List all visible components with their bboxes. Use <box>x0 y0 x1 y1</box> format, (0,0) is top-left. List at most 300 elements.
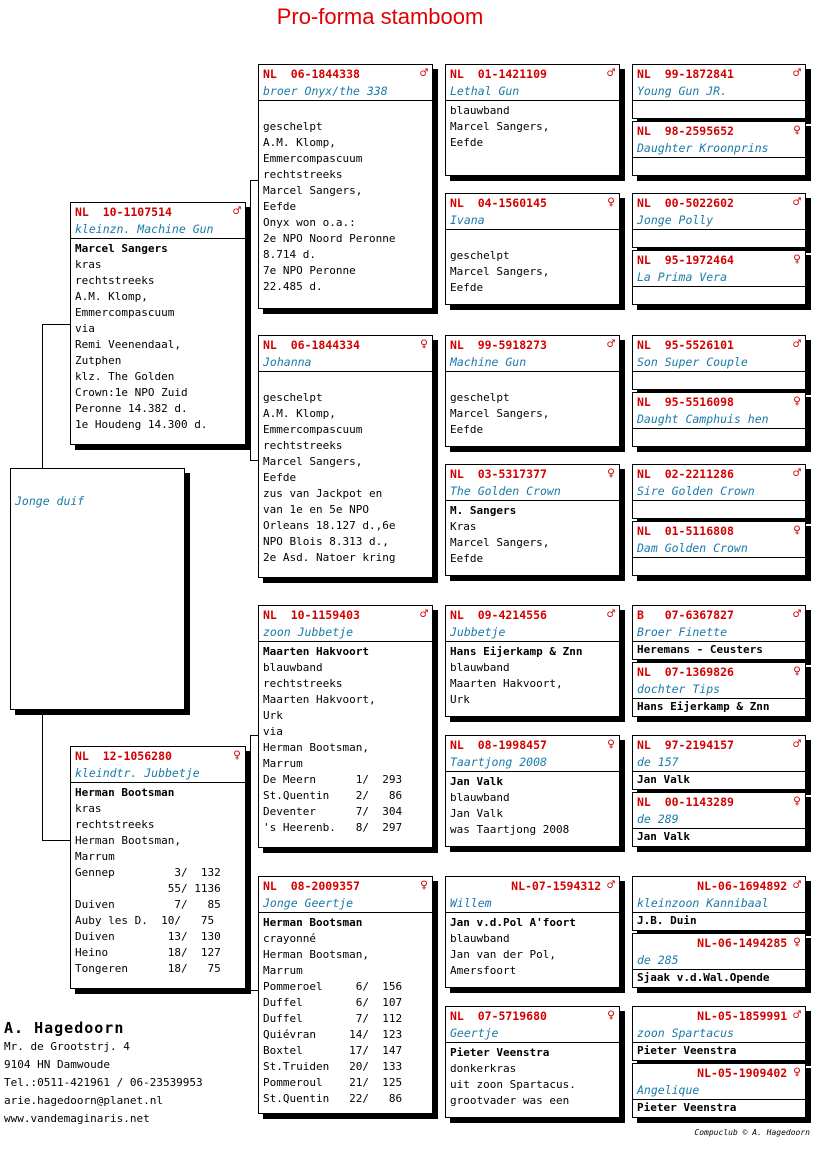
info-line: Boxtel 17/ 147 <box>263 1044 403 1057</box>
connector-line <box>42 324 43 468</box>
pigeon-info <box>259 101 432 295</box>
info-line: crayonné <box>263 932 316 945</box>
info-line: Deventer 7/ 304 <box>263 805 403 818</box>
female-icon: ♀ <box>793 1064 801 1080</box>
pigeon-name: kleinzoon Kannibaal <box>637 896 769 910</box>
info-line: St.Quentin 2/ 86 <box>263 789 403 802</box>
info-line: Marcel Sangers, <box>263 184 363 197</box>
pigeon-info <box>71 239 245 433</box>
divider <box>633 157 805 158</box>
info-line: Zutphen <box>75 354 122 367</box>
info-line: Eefde <box>450 423 484 436</box>
ring-number <box>259 606 432 623</box>
connector-line <box>42 840 70 841</box>
male-icon: ♂ <box>793 606 801 622</box>
divider <box>633 500 805 501</box>
pigeon-name: Jonge duif <box>15 494 85 508</box>
info-line <box>450 374 615 390</box>
pigeon-name: Johanna <box>263 355 312 369</box>
info-line: Heremans - Ceusters <box>637 643 763 656</box>
pigeon-name: Jonge Polly <box>637 213 714 227</box>
ring-text: NL 10-1107514 <box>75 204 172 219</box>
connector-line <box>250 735 251 870</box>
ring-text: NL 10-1159403 <box>263 607 360 622</box>
info-line: 22.485 d. <box>263 280 323 293</box>
ring-text: NL 06-1844334 <box>263 337 360 352</box>
info-line: Quiévran 14/ 123 <box>263 1028 403 1041</box>
info-line: Eefde <box>450 552 484 565</box>
info-line: Marcel Sangers, <box>450 120 550 133</box>
pigeon-info <box>633 829 805 845</box>
pigeon-card-g6 <box>632 392 806 447</box>
pigeon-info <box>259 913 432 1107</box>
info-line: Remi Veenendaal, <box>75 338 181 351</box>
pigeon-name: Willem <box>450 896 492 910</box>
info-line: Peronne 14.382 d. <box>75 402 188 415</box>
pigeon-info <box>446 501 619 567</box>
pigeon-name: La Prima Vera <box>637 270 728 284</box>
info-line: Emmercompascuum <box>75 306 175 319</box>
female-icon: ♀ <box>607 736 615 752</box>
ring-text: NL 12-1056280 <box>75 748 172 763</box>
ring-text: NL 95-1972464 <box>637 252 734 267</box>
pigeon-name: Lethal Gun <box>450 84 520 98</box>
connector-line <box>250 180 258 181</box>
ring-text: NL 02-2211286 <box>637 466 734 481</box>
pigeon-name: kleinzn. Machine Gun <box>75 222 214 236</box>
pigeon-info <box>259 642 432 836</box>
ring-text: NL 00-5022602 <box>637 195 734 210</box>
divider <box>633 286 805 287</box>
owner-address: Mr. de Grootstrj. 4 <box>4 1040 130 1053</box>
info-line: Onyx won o.a.: <box>263 216 356 229</box>
info-line: via <box>263 725 283 738</box>
info-line: via <box>75 322 95 335</box>
owner-block <box>4 1018 203 1128</box>
info-line: Urk <box>263 709 283 722</box>
ring-text: NL 06-1844338 <box>263 66 360 81</box>
pigeon-card-g15 <box>632 1006 806 1061</box>
female-icon: ♀ <box>607 465 615 481</box>
info-line: blauwband <box>450 932 510 945</box>
pigeon-info <box>633 913 805 929</box>
ring-number <box>633 663 805 680</box>
ring-text: NL 99-1872841 <box>637 66 734 81</box>
info-line: blauwband <box>263 661 323 674</box>
ring-text: NL 08-1998457 <box>450 737 547 752</box>
ring-number <box>446 736 619 753</box>
ring-number <box>633 1064 805 1081</box>
male-icon: ♂ <box>793 736 801 752</box>
info-line: Pieter Veenstra <box>637 1044 737 1057</box>
female-icon: ♀ <box>793 522 801 538</box>
info-line: Marcel Sangers <box>75 242 168 255</box>
pigeon-card-g2 <box>632 121 806 176</box>
info-line: Herman Bootsman, <box>75 834 181 847</box>
info-line: Urk <box>450 693 470 706</box>
ring-number <box>633 736 805 753</box>
female-icon: ♀ <box>793 663 801 679</box>
pigeon-card-mmf <box>445 876 620 988</box>
pigeon-card-ff <box>258 64 433 309</box>
info-line: A.M. Klomp, <box>75 290 148 303</box>
pigeon-card-mother <box>70 746 246 989</box>
pigeon-card-fff <box>445 64 620 176</box>
info-line: Marrum <box>263 757 303 770</box>
pigeon-name: Son Super Couple <box>637 355 748 369</box>
info-line: Eefde <box>450 281 484 294</box>
connector-line <box>250 460 258 461</box>
ring-text: NL 01-1421109 <box>450 66 547 81</box>
info-line: zus van Jackpot en <box>263 487 383 500</box>
pigeon-info <box>446 230 619 296</box>
ring-text: NL 00-1143289 <box>637 794 734 809</box>
pigeon-name: Angelique <box>637 1083 700 1097</box>
male-icon: ♂ <box>793 1007 801 1023</box>
ring-number <box>633 934 805 951</box>
info-line: Duffel 6/ 107 <box>263 996 403 1009</box>
pigeon-name: The Golden Crown <box>450 484 561 498</box>
info-line: Maarten Hakvoort, <box>450 677 563 690</box>
info-line: Tongeren 18/ 75 <box>75 962 221 975</box>
ring-number <box>259 336 432 353</box>
ring-number <box>446 65 619 82</box>
info-line: Eefde <box>263 200 297 213</box>
ring-number <box>446 1007 619 1024</box>
connector-line <box>42 710 43 840</box>
connector-line <box>250 870 251 990</box>
info-line <box>450 232 615 248</box>
ring-text: NL-06-1494285 <box>697 935 788 950</box>
male-icon: ♂ <box>233 203 241 219</box>
info-line: Pommeroul 21/ 125 <box>263 1076 403 1089</box>
info-line: 2e NPO Noord Peronne <box>263 232 396 245</box>
info-line: 2e Asd. Natoer kring <box>263 551 396 564</box>
info-line: St.Truiden 20/ 133 <box>263 1060 403 1073</box>
ring-number <box>633 465 805 482</box>
female-icon: ♀ <box>793 793 801 809</box>
info-line: kras <box>75 802 102 815</box>
info-line: kras <box>75 258 102 271</box>
ring-number <box>259 877 432 894</box>
info-line: Amersfoort <box>450 964 517 977</box>
pigeon-info <box>633 772 805 788</box>
ring-number <box>633 522 805 539</box>
ring-text: NL 97-2194157 <box>637 737 734 752</box>
ring-number <box>71 747 245 764</box>
info-line: rechtstreeks <box>263 439 343 452</box>
male-icon: ♂ <box>420 65 428 81</box>
info-line: Pieter Veenstra <box>450 1046 550 1059</box>
info-line: Eefde <box>263 471 297 484</box>
info-line: De Meern 1/ 293 <box>263 773 403 786</box>
divider <box>633 100 805 101</box>
connector-line <box>250 330 251 460</box>
pigeon-card-fmf <box>445 335 620 447</box>
info-line: Heino 18/ 127 <box>75 946 221 959</box>
pigeon-card-g16 <box>632 1063 806 1118</box>
info-line: Duiven 7/ 85 <box>75 898 221 911</box>
info-line: 55/ 1136 <box>75 882 221 895</box>
pigeon-info <box>446 642 619 708</box>
footer-credit: Compuclub © A. Hagedoorn <box>694 1128 810 1137</box>
male-icon: ♂ <box>607 877 615 893</box>
pigeon-card-mff <box>445 605 620 717</box>
page-title: Pro-forma stamboom <box>276 4 484 29</box>
ring-number <box>633 251 805 268</box>
ring-text: NL 99-5918273 <box>450 337 547 352</box>
owner-postal: 9104 HN Damwoude <box>4 1058 110 1071</box>
info-line: Pieter Veenstra <box>637 1101 737 1114</box>
pigeon-card-g1 <box>632 64 806 119</box>
info-line: Duiven 13/ 130 <box>75 930 221 943</box>
pigeon-card-g4 <box>632 250 806 305</box>
ring-number <box>633 393 805 410</box>
ring-text: NL 98-2595652 <box>637 123 734 138</box>
pigeon-name: de 285 <box>637 953 679 967</box>
info-line: Herman Bootsman <box>75 786 175 799</box>
male-icon: ♂ <box>793 194 801 210</box>
ring-text: NL 08-2009357 <box>263 878 360 893</box>
info-line: Kras <box>450 520 477 533</box>
info-line: Herman Bootsman, <box>263 741 369 754</box>
info-line: geschelpt <box>263 120 323 133</box>
female-icon: ♀ <box>793 251 801 267</box>
pigeon-card-root <box>10 468 185 710</box>
divider <box>633 428 805 429</box>
pigeon-card-g7 <box>632 464 806 519</box>
owner-email: arie.hagedoorn@planet.nl <box>4 1094 163 1107</box>
female-icon: ♀ <box>793 934 801 950</box>
info-line: rechtstreeks <box>75 818 155 831</box>
pigeon-card-ffm <box>445 193 620 305</box>
pigeon-name: Dam Golden Crown <box>637 541 748 555</box>
info-line: Herman Bootsman, <box>263 948 369 961</box>
pigeon-info <box>446 913 619 979</box>
pigeon-info <box>446 372 619 438</box>
info-line <box>263 103 428 119</box>
info-line: Herman Bootsman <box>263 916 363 929</box>
pigeon-card-mm <box>258 876 433 1114</box>
info-line: NPO Blois 8.313 d., <box>263 535 389 548</box>
pigeon-info <box>633 699 805 715</box>
info-line <box>263 374 428 390</box>
divider <box>633 371 805 372</box>
pigeon-card-g11 <box>632 735 806 790</box>
info-line: donkerkras <box>450 1062 517 1075</box>
female-icon: ♀ <box>420 877 428 893</box>
info-line: Maarten Hakvoort, <box>263 693 376 706</box>
pigeon-info <box>446 101 619 151</box>
info-line: van 1e en 5e NPO <box>263 503 369 516</box>
info-line: klz. The Golden <box>75 370 175 383</box>
info-line: Hans Eijerkamp & Znn <box>450 645 583 658</box>
pigeon-card-fmm <box>445 464 620 576</box>
ring-number <box>259 65 432 82</box>
ring-number <box>446 336 619 353</box>
owner-name: A. Hagedoorn <box>4 1019 125 1037</box>
pigeon-name: zoon Jubbetje <box>263 625 354 639</box>
ring-text: NL 07-1369826 <box>637 664 734 679</box>
pigeon-name: Daughter Kroonprins <box>637 141 769 155</box>
info-line: A.M. Klomp, <box>263 407 336 420</box>
info-line: Duffel 7/ 112 <box>263 1012 403 1025</box>
pigeon-card-g9 <box>632 605 806 660</box>
divider <box>633 557 805 558</box>
info-line: Emmercompascuum <box>263 152 363 165</box>
ring-text: NL 01-5116808 <box>637 523 734 538</box>
male-icon: ♂ <box>793 336 801 352</box>
ring-text: NL 07-5719680 <box>450 1008 547 1023</box>
ring-number <box>633 122 805 139</box>
info-line: geschelpt <box>263 391 323 404</box>
info-line: 's Heerenb. 8/ 297 <box>263 821 403 834</box>
male-icon: ♂ <box>607 65 615 81</box>
ring-text: NL 09-4214556 <box>450 607 547 622</box>
connector-line <box>250 180 251 330</box>
female-icon: ♀ <box>793 393 801 409</box>
pigeon-card-g14 <box>632 933 806 988</box>
info-line: Marcel Sangers, <box>263 455 363 468</box>
pigeon-info <box>633 642 805 658</box>
pigeon-info <box>259 372 432 566</box>
pigeon-name: Ivana <box>450 213 485 227</box>
ring-text: NL 03-5317377 <box>450 466 547 481</box>
pigeon-name: broer Onyx/the 338 <box>263 84 388 98</box>
info-line: M. Sangers <box>450 504 517 517</box>
connector-line <box>42 324 70 325</box>
female-icon: ♀ <box>607 1007 615 1023</box>
info-line: geschelpt <box>450 391 510 404</box>
info-line: blauwband <box>450 791 510 804</box>
ring-number <box>633 606 805 623</box>
info-line: St.Quentin 22/ 86 <box>263 1092 403 1105</box>
pigeon-card-g5 <box>632 335 806 390</box>
info-line: Pommeroel 6/ 156 <box>263 980 403 993</box>
pigeon-name: Daught Camphuis hen <box>637 412 769 426</box>
pigeon-name: Taartjong 2008 <box>450 755 547 769</box>
ring-number <box>633 65 805 82</box>
pigeon-name: de 289 <box>637 812 679 826</box>
info-line: A.M. Klomp, <box>263 136 336 149</box>
male-icon: ♂ <box>420 606 428 622</box>
pigeon-card-g12 <box>632 792 806 847</box>
info-line: blauwband <box>450 104 510 117</box>
female-icon: ♀ <box>793 122 801 138</box>
info-line: rechtstreeks <box>263 168 343 181</box>
info-line: Eefde <box>450 136 484 149</box>
pigeon-info <box>446 1043 619 1109</box>
pigeon-name: Jubbetje <box>450 625 506 639</box>
owner-phone: Tel.:0511-421961 / 06-23539953 <box>4 1076 203 1089</box>
pigeon-name: Jonge Geertje <box>263 896 354 910</box>
ring-text: NL-07-1594312 <box>511 878 602 893</box>
pigeon-card-father <box>70 202 246 445</box>
pigeon-card-g3 <box>632 193 806 248</box>
pigeon-name: dochter Tips <box>637 682 721 696</box>
male-icon: ♂ <box>607 606 615 622</box>
info-line: 1e Houdeng 14.300 d. <box>75 418 208 431</box>
info-line: Marrum <box>263 964 303 977</box>
ring-text: NL 95-5516098 <box>637 394 734 409</box>
ring-text: B 07-6367827 <box>637 607 734 622</box>
info-line: 7e NPO Peronne <box>263 264 356 277</box>
pigeon-card-fm <box>258 335 433 578</box>
pigeon-info <box>633 970 805 986</box>
info-line: Maarten Hakvoort <box>263 645 369 658</box>
connector-line <box>250 990 258 991</box>
pigeon-card-g10 <box>632 662 806 717</box>
pigeon-info <box>633 1043 805 1059</box>
ring-number <box>446 606 619 623</box>
male-icon: ♂ <box>793 465 801 481</box>
ring-number <box>446 465 619 482</box>
pigeon-name: de 157 <box>637 755 679 769</box>
pigeon-card-mfm <box>445 735 620 847</box>
info-line: was Taartjong 2008 <box>450 823 570 836</box>
info-line: J.B. Duin <box>637 914 697 927</box>
info-line: Jan Valk <box>450 775 503 788</box>
pigeon-name: Broer Finette <box>637 625 728 639</box>
ring-number <box>446 877 619 894</box>
ring-text: NL 95-5526101 <box>637 337 734 352</box>
info-line: Jan Valk <box>637 773 690 786</box>
ring-number <box>633 1007 805 1024</box>
ring-number <box>633 336 805 353</box>
ring-number <box>633 194 805 211</box>
info-line: grootvader was een <box>450 1094 570 1107</box>
ring-number <box>633 877 805 894</box>
info-line: Gennep 3/ 132 <box>75 866 221 879</box>
ring-number <box>633 793 805 810</box>
info-line: Jan van der Pol, <box>450 948 556 961</box>
ring-text: NL-06-1694892 <box>697 878 788 893</box>
pigeon-name: Machine Gun <box>450 355 527 369</box>
male-icon: ♂ <box>793 65 801 81</box>
male-icon: ♂ <box>607 336 615 352</box>
info-line: rechtstreeks <box>263 677 343 690</box>
info-line: Jan Valk <box>637 830 690 843</box>
info-line: Orleans 18.127 d.,6e <box>263 519 396 532</box>
pigeon-name: Geertje <box>450 1026 499 1040</box>
owner-website: www.vandemaginaris.net <box>4 1112 150 1125</box>
info-line: Jan Valk <box>450 807 503 820</box>
info-line: Hans Eijerkamp & Znn <box>637 700 770 713</box>
info-line: Marcel Sangers, <box>450 407 550 420</box>
pigeon-info <box>446 772 619 838</box>
info-line: Auby les D. 10/ 75 <box>75 914 215 927</box>
female-icon: ♀ <box>607 194 615 210</box>
pigeon-name: zoon Spartacus <box>637 1026 734 1040</box>
ring-text: NL-05-1859991 <box>697 1008 788 1023</box>
female-icon: ♀ <box>233 747 241 763</box>
pigeon-info <box>633 1100 805 1116</box>
divider <box>633 229 805 230</box>
pigeon-name: kleindtr. Jubbetje <box>75 766 200 780</box>
ring-text: NL-05-1909402 <box>697 1065 788 1080</box>
pigeon-info <box>71 783 245 977</box>
pigeon-name: Sire Golden Crown <box>637 484 755 498</box>
info-line: 8.714 d. <box>263 248 316 261</box>
info-line: Emmercompascuum <box>263 423 363 436</box>
pigeon-name: Young Gun JR. <box>637 84 728 98</box>
info-line: Marcel Sangers, <box>450 265 550 278</box>
info-line: Marrum <box>75 850 115 863</box>
pigeon-card-mmm <box>445 1006 620 1118</box>
male-icon: ♂ <box>793 877 801 893</box>
ring-number <box>71 203 245 220</box>
connector-line <box>250 735 258 736</box>
